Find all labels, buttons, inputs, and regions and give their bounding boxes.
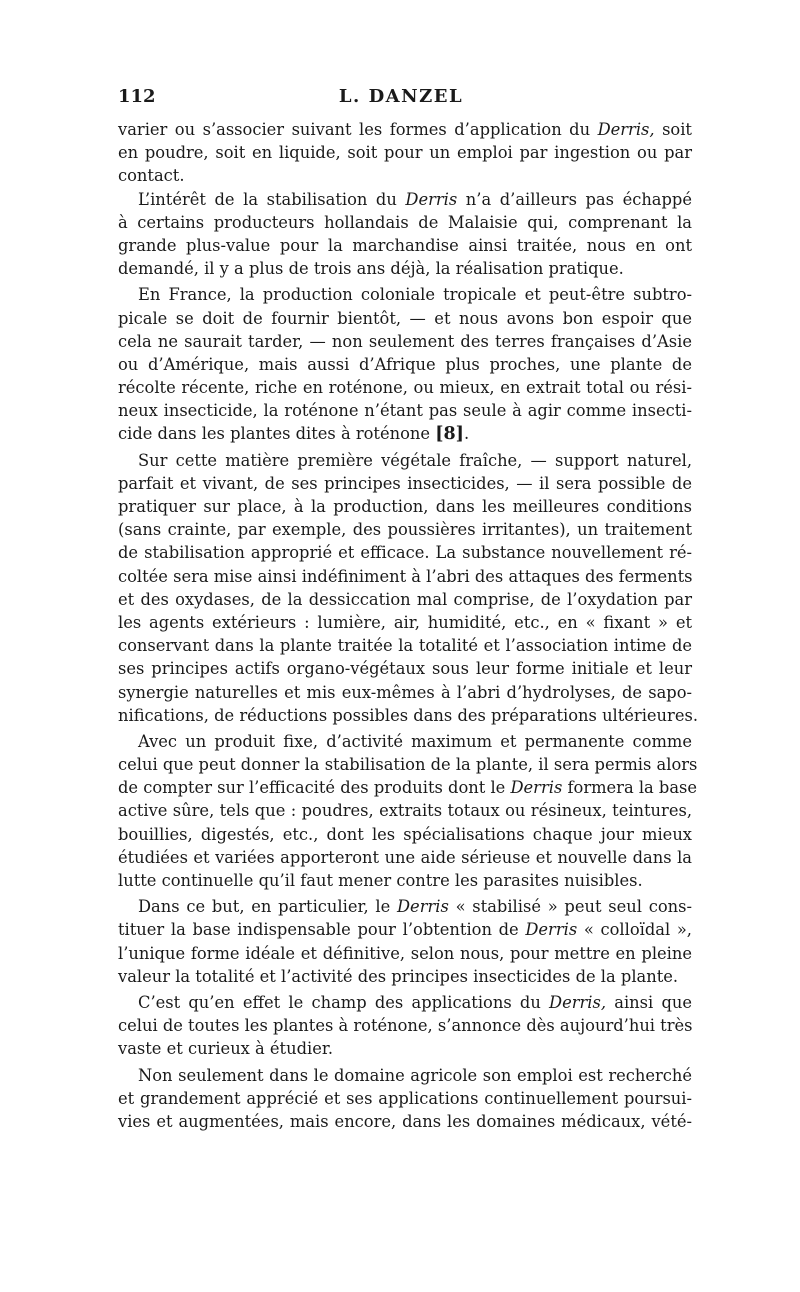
text-run: de compter sur l’efficacité des produits dont le bbox=[118, 778, 511, 798]
text-run: ou d’Amérique, mais aussi d’Afrique plus proches, une plante de bbox=[118, 354, 692, 374]
text-run: demandé, il y a plus de trois ans déjà, la réalisation pratique. bbox=[118, 259, 624, 279]
text-run: Sur cette matière première végétale fraîche, — support naturel, bbox=[138, 450, 692, 470]
text-line bbox=[118, 1064, 692, 1087]
text-run: nifications, de réductions possibles dans des préparations ultérieures. bbox=[118, 705, 698, 725]
text-line bbox=[118, 799, 692, 822]
text-line bbox=[118, 307, 692, 330]
text-line bbox=[118, 330, 692, 353]
text-run: pratiquer sur place, à la production, dans les meilleures conditions bbox=[118, 497, 692, 516]
text-line bbox=[118, 472, 692, 495]
text-run: l’unique forme idéale et définitive, selon nous, pour mettre en pleine bbox=[118, 943, 692, 963]
text-run: à certains producteurs hollandais de Malaisie qui, comprenant la bbox=[118, 212, 692, 232]
text-line bbox=[118, 211, 692, 234]
text-run: contact. bbox=[118, 166, 185, 186]
text-line bbox=[118, 753, 698, 776]
text-run: vaste et curieux à étudier. bbox=[118, 1039, 334, 1059]
text-run: Non seulement dans le domaine agricole son emploi est recherché bbox=[138, 1065, 692, 1085]
page-number: 112 bbox=[118, 86, 156, 107]
text-line bbox=[118, 634, 692, 657]
text-run: les agents extérieurs : lumière, air, humidité, etc., en « fixant » et bbox=[118, 612, 692, 632]
text-line bbox=[118, 422, 692, 445]
reference-marker: [8] bbox=[435, 424, 464, 445]
text-run: (sans crainte, par exemple, des poussières irritantes), un traitement bbox=[118, 520, 692, 540]
text-run: et grandement apprécié et ses applications continuellement poursui- bbox=[118, 1088, 692, 1108]
text-run: « colloïdal », bbox=[577, 920, 692, 940]
text-line bbox=[118, 895, 692, 918]
text-line bbox=[118, 234, 692, 257]
text-line bbox=[118, 1014, 692, 1037]
text-run: bouillies, digestés, etc., dont les spécialisations chaque jour mieux bbox=[118, 824, 692, 844]
text-run: coltée sera mise ainsi indéfiniment à l’abri des attaques des ferments bbox=[118, 566, 693, 586]
text-run: valeur la totalité et l’activité des principes insecticides de la plante. bbox=[118, 966, 679, 986]
text-line bbox=[118, 681, 692, 704]
text-line bbox=[118, 730, 692, 753]
italic-term: Derris bbox=[405, 189, 458, 209]
body-text bbox=[118, 118, 698, 1133]
text-run: récolte récente, riche en roténone, ou mieux, en extrait total ou rési- bbox=[118, 378, 692, 398]
text-run: en poudre, soit en liquide, soit pour un emploi par ingestion ou par bbox=[118, 143, 692, 163]
text-line bbox=[118, 588, 692, 611]
text-line bbox=[118, 541, 692, 564]
italic-term: Derris bbox=[510, 778, 563, 798]
text-run: . bbox=[463, 424, 470, 444]
text-line bbox=[118, 965, 692, 988]
text-line bbox=[118, 518, 692, 541]
text-line bbox=[118, 991, 692, 1014]
text-line bbox=[118, 188, 692, 211]
text-run: ainsi que bbox=[606, 992, 692, 1012]
text-run: celui que peut donner la stabilisation de la plante, il sera permis alors bbox=[118, 755, 698, 775]
text-line bbox=[118, 918, 692, 941]
text-run: picale se doit de fournir bientôt, — et nous avons bon espoir que bbox=[118, 308, 692, 328]
text-run: neux insecticide, la roténone n’étant pas seule à agir comme insecti- bbox=[118, 401, 692, 421]
text-line bbox=[118, 846, 692, 869]
text-line bbox=[118, 449, 692, 472]
text-run: n’a d’ailleurs pas échappé bbox=[457, 189, 692, 209]
text-line bbox=[118, 657, 692, 680]
text-run: parfait et vivant, de ses principes insecticides, — il sera possible de bbox=[118, 473, 692, 493]
text-line bbox=[118, 118, 692, 141]
italic-term: Derris bbox=[525, 920, 578, 940]
text-run: « stabilisé » peut seul cons- bbox=[448, 897, 692, 917]
text-run: conservant dans la plante traitée la totalité et l’association intime de bbox=[118, 636, 692, 656]
text-line bbox=[118, 495, 692, 518]
page-header bbox=[118, 86, 684, 112]
text-run: soit bbox=[654, 120, 692, 139]
text-line bbox=[118, 869, 692, 892]
text-line bbox=[118, 257, 692, 280]
text-run: En France, la production coloniale tropicale et peut-être subtro- bbox=[138, 285, 692, 305]
text-run: celui de toutes les plantes à roténone, s’annonce dès aujourd’hui très bbox=[118, 1016, 693, 1036]
text-run: vies et augmentées, mais encore, dans les domaines médicaux, vété- bbox=[118, 1111, 692, 1131]
text-line bbox=[118, 1110, 692, 1133]
text-run: tituer la base indispensable pour l’obtention de bbox=[118, 920, 526, 940]
text-run: varier ou s’associer suivant les formes d’application du bbox=[118, 120, 598, 139]
text-line bbox=[118, 704, 698, 727]
text-run: ses principes actifs organo-végétaux sous leur forme initiale et leur bbox=[118, 659, 692, 679]
italic-term: Derris bbox=[397, 897, 449, 917]
text-run: Dans ce but, en particulier, le bbox=[138, 897, 397, 917]
text-run: C’est qu’en effet le champ des applications du bbox=[138, 992, 550, 1012]
text-run: cide dans les plantes dites à roténone bbox=[118, 424, 436, 444]
text-run: L’intérêt de la stabilisation du bbox=[138, 189, 406, 209]
text-line bbox=[118, 942, 692, 965]
text-line bbox=[118, 399, 692, 422]
text-line bbox=[118, 565, 692, 588]
text-run: et des oxydases, de la dessiccation mal comprise, de l’oxydation par bbox=[118, 589, 692, 609]
text-run: cela ne saurait tarder, — non seulement des terres françaises d’Asie bbox=[118, 331, 692, 351]
text-line bbox=[118, 283, 692, 306]
text-run: de stabilisation approprié et efficace. La substance nouvellement ré- bbox=[118, 543, 692, 563]
text-run: formera la base bbox=[562, 778, 698, 798]
text-line bbox=[118, 353, 692, 376]
text-run: active sûre, tels que : poudres, extraits totaux ou résineux, teintures, bbox=[118, 801, 692, 821]
text-line bbox=[118, 1087, 692, 1110]
text-line bbox=[118, 141, 692, 164]
italic-term: Derris, bbox=[597, 120, 655, 139]
text-run: lutte continuelle qu’il faut mener contre les parasites nuisibles. bbox=[118, 871, 643, 890]
text-run: synergie naturelles et mis eux-mêmes à l’abri d’hydrolyses, de sapo- bbox=[118, 682, 692, 702]
text-run: étudiées et variées apporteront une aide sérieuse et nouvelle dans la bbox=[118, 847, 692, 867]
text-line bbox=[118, 823, 692, 846]
text-line bbox=[118, 776, 698, 799]
text-run: grande plus-value pour la marchandise ainsi traitée, nous en ont bbox=[118, 235, 692, 255]
text-line bbox=[118, 376, 692, 399]
running-head: L. DANZEL bbox=[338, 86, 464, 107]
text-line bbox=[118, 611, 692, 634]
text-run: Avec un produit fixe, d’activité maximum et permanente comme bbox=[138, 731, 692, 751]
text-line bbox=[118, 1037, 692, 1060]
text-line bbox=[118, 164, 692, 187]
italic-term: Derris, bbox=[549, 992, 607, 1012]
